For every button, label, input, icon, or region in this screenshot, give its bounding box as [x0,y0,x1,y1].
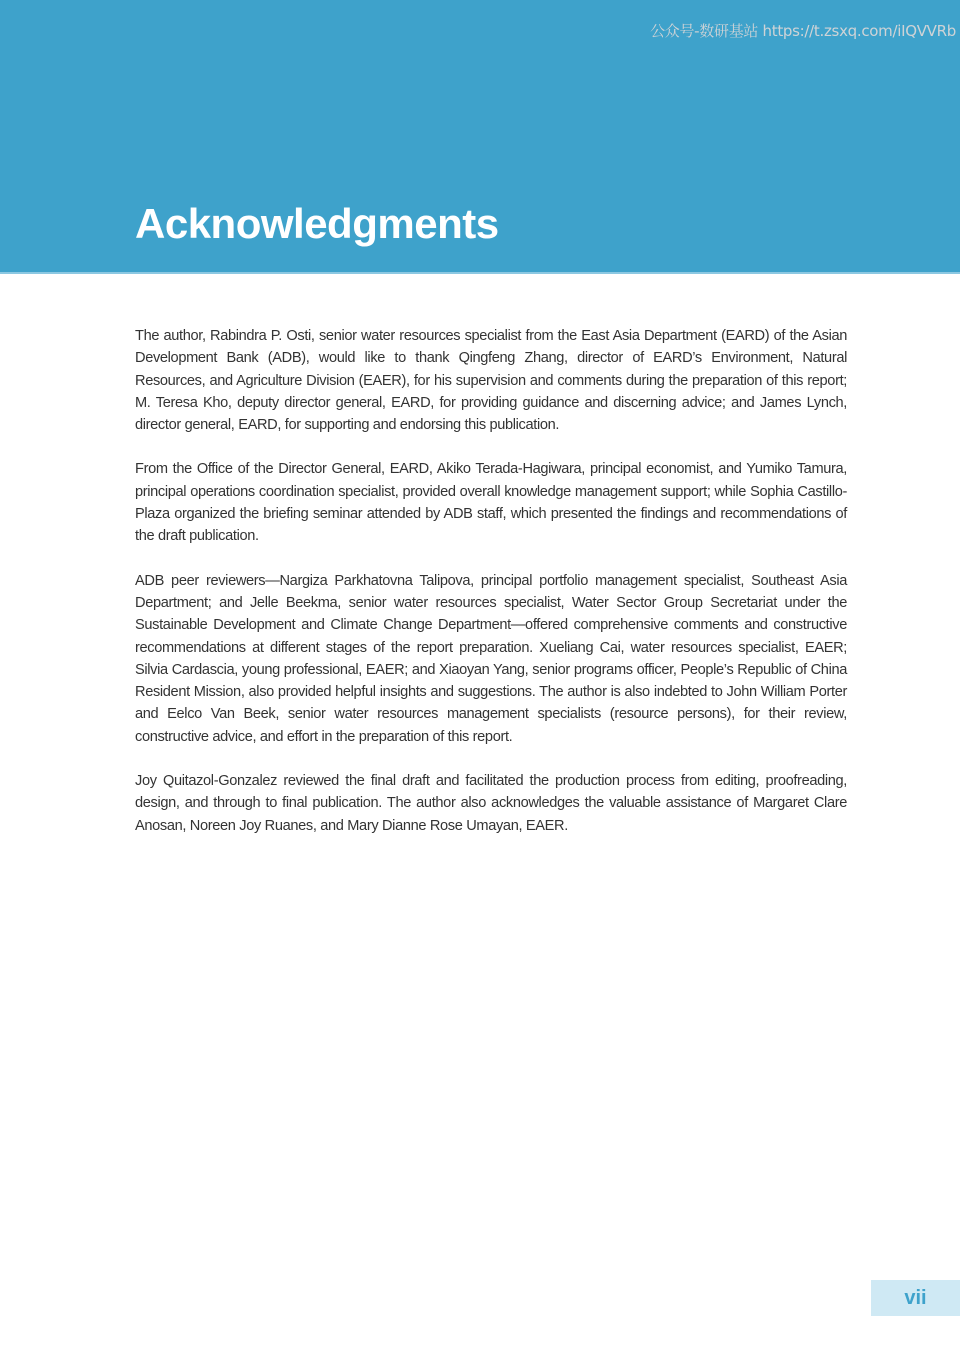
page-title: Acknowledgments [135,200,499,247]
acknowledgments-body [135,325,847,859]
paragraph: The author, Rabindra P. Osti, senior water resources specialist from the East Asia Department (EARD) of the Asian Development Bank (ADB), would like to thank Qingfeng Zhang, director of EARD’s Environment, Natural Resources, and Agriculture Division (EAER), for his supervision and comments during the preparation of this report; M. Teresa Kho, deputy director general, EARD, for providing guidance and discerning advice; and James Lynch, director general, EARD, for supporting and endorsing this publication. [135,328,847,434]
page-number: vii [904,1287,927,1309]
page-number-tab [871,1280,960,1316]
paragraph: ADB peer reviewers—Nargiza Parkhatovna Talipova, principal portfolio management specialist, Southeast Asia Department; and Jelle Beekma, senior water resources specialist, Water Sector Group Secretariat under the Sustainable Development and Climate Change Department—offered comprehensive comments and constructive recommendations at different stages of the report preparation. Xueliang Cai, water resources specialist, EAER; Silvia Cardascia, young professional, EAER; and Xiaoyan Yang, senior programs officer, People’s Republic of China Resident Mission, also provided helpful insights and suggestions. The author is also indebted to John William Porter and Eelco Van Beek, senior water resources management specialists (resource persons), for their review, constructive advice, and effort in the preparation of this report. [135,572,847,745]
banner-divider [0,272,960,274]
source-note: 公众号-数研基站 https://t.zsxq.com/iIQVVRb [650,22,956,40]
paragraph: From the Office of the Director General, EARD, Akiko Terada-Hagiwara, principal economist, and Yumiko Tamura, principal operations coordination specialist, provided overall knowledge management support; while Sophia Castillo-Plaza organized the briefing seminar attended by ADB staff, which presented the findings and recommendations of the draft publication. [135,461,847,545]
paragraph: Joy Quitazol-Gonzalez reviewed the final draft and facilitated the production process from editing, proofreading, design, and through to final publication. The author also acknowledges the valuable assistance of Margaret Clare Anosan, Noreen Joy Ruanes, and Mary Dianne Rose Umayan, EAER. [135,773,847,834]
